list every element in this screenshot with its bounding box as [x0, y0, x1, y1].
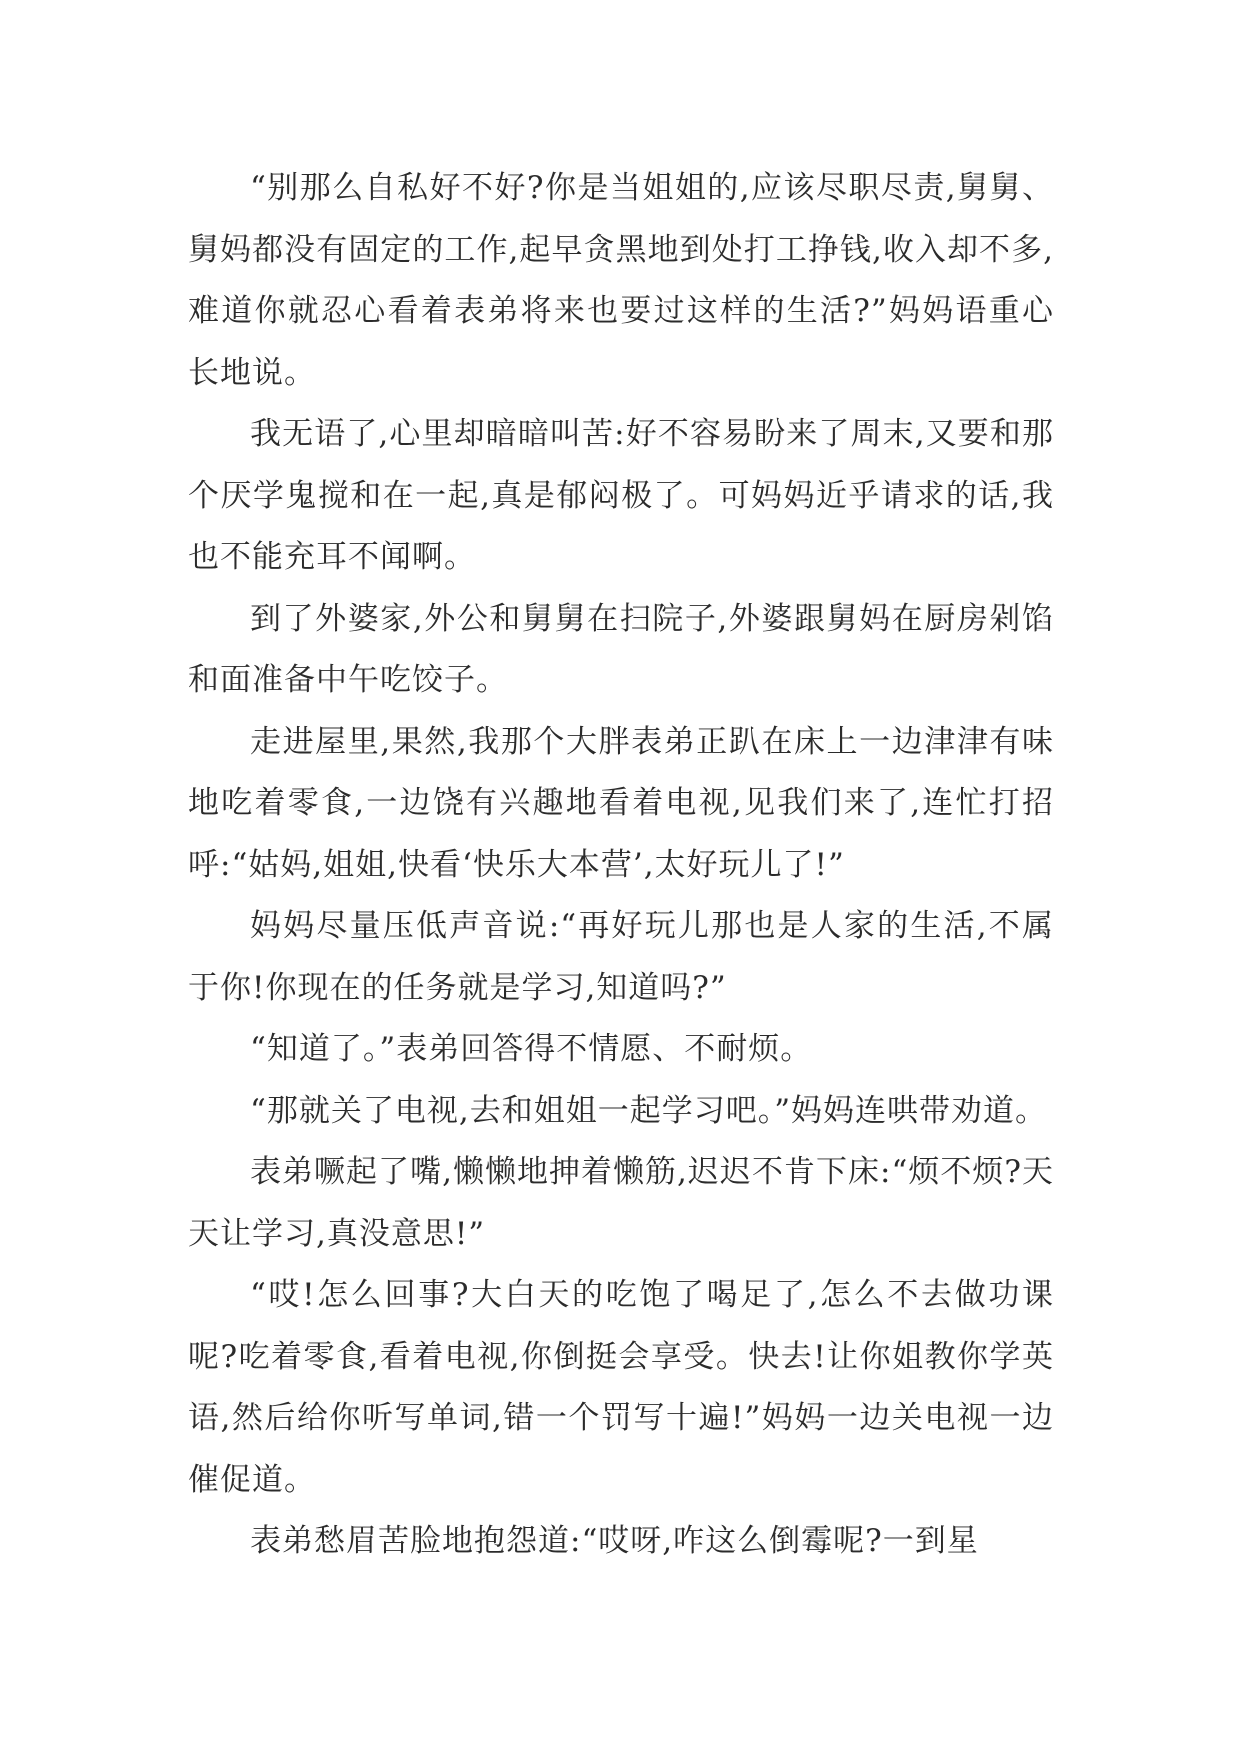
paragraph: 表弟愁眉苦脸地抱怨道:“哎呀,咋这么倒霉呢?一到星 — [250, 1523, 979, 1559]
paragraph: 走进屋里,果然,我那个大胖表弟正趴在床上一边津津有味地吃着零食,一边饶有兴趣地看着电视,见我们来了,连忙打招呼:“姑妈,姐姐,快看‘快乐大本营’,太好玩儿了!” — [188, 723, 1054, 883]
paragraph: 我无语了,心里却暗暗叫苦:好不容易盼来了周末,又要和那个厌学鬼搅和在一起,真是郁闷极了。可妈妈近乎请求的话,我也不能充耳不闻啊。 — [188, 416, 1054, 575]
paragraph: “哎!怎么回事?大白天的吃饱了喝足了,怎么不去做功课呢?吃着零食,看着电视,你倒挺会享受。快去!让你姐教你学英语,然后给你听写单词,错一个罚写十遍!”妈妈一边关电视一边催促道。 — [188, 1277, 1054, 1498]
paragraph: 妈妈尽量压低声音说:“再好玩儿那也是人家的生活,不属于你!你现在的任务就是学习,知道吗?” — [188, 908, 1054, 1006]
paragraph: 到了外婆家,外公和舅舅在扫院子,外婆跟舅妈在厨房剁馅和面准备中午吃饺子。 — [188, 600, 1054, 698]
paragraph: “别那么自私好不好?你是当姐姐的,应该尽职尽责,舅舅、舅妈都没有固定的工作,起早贪黑地到处打工挣钱,收入却不多,难道你就忍心看着表弟将来也要过这样的生活?”妈妈语重心长地说。 — [188, 170, 1054, 391]
paragraph: “那就关了电视,去和姐姐一起学习吧。”妈妈连哄带劝道。 — [250, 1092, 1048, 1129]
paragraph: “知道了。”表弟回答得不情愿、不耐烦。 — [250, 1031, 813, 1067]
body-text — [188, 158, 1054, 1573]
paragraph: 表弟噘起了嘴,懒懒地抻着懒筋,迟迟不肯下床:“烦不烦?天天让学习,真没意思!” — [188, 1154, 1054, 1252]
